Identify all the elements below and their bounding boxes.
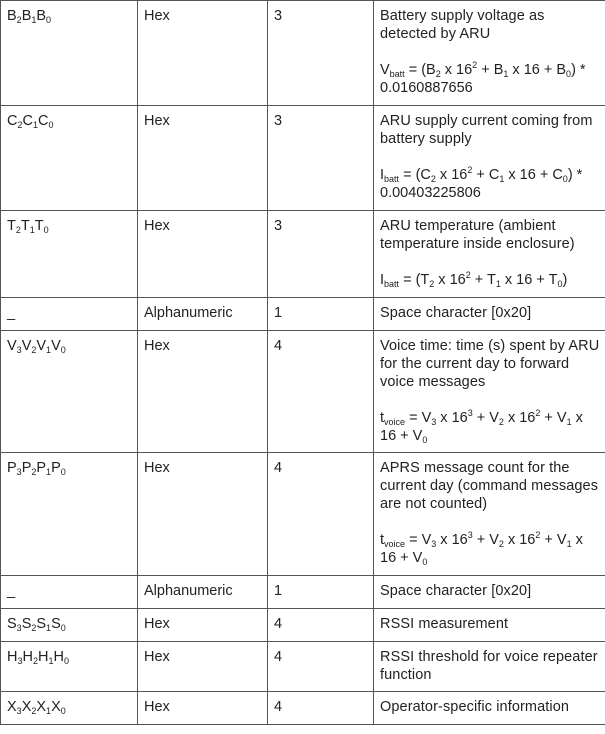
formula-subscript: 2 (435, 69, 441, 79)
formula-superscript: 3 (467, 408, 473, 418)
description-cell (374, 331, 605, 453)
field-letter: C (38, 113, 49, 129)
formula-eq: = (B (404, 62, 436, 78)
field-subscript: 3 (16, 467, 22, 477)
type-cell (138, 609, 268, 642)
description-cell (374, 106, 605, 211)
field-symbol (7, 460, 66, 476)
description-text: Space character [0x20] (380, 583, 532, 599)
field-letter: B (36, 8, 47, 24)
formula-text: x 16 (503, 532, 536, 548)
length-cell (268, 331, 374, 453)
field-subscript: 0 (60, 345, 66, 355)
field-letter: T (7, 218, 16, 234)
formula-text: x 16 + V (380, 532, 583, 566)
formula-text: ) * 0.00403225806 (380, 167, 583, 201)
field-cell (1, 576, 138, 609)
field-subscript: 1 (46, 467, 52, 477)
field-letter: S (21, 616, 32, 632)
table-body (1, 1, 605, 725)
description-cell (374, 1, 605, 106)
formula-lhs-subscript: batt (384, 279, 400, 289)
field-subscript: 2 (31, 623, 37, 633)
description-text: Space character [0x20] (380, 305, 532, 321)
formula-subscript: 2 (498, 539, 504, 549)
formula-subscript: 2 (429, 279, 435, 289)
field-subscript: 0 (60, 467, 66, 477)
formula-text: + B (477, 62, 504, 78)
field-cell (1, 106, 138, 211)
type-value: Hex (144, 8, 170, 24)
formula-eq: = (C (399, 167, 431, 183)
field-subscript: 1 (48, 656, 54, 666)
description-text: Operator-specific information (380, 699, 570, 715)
formula-text: + V (472, 532, 499, 548)
formula-text: ) (562, 272, 568, 288)
field-subscript: 2 (32, 656, 38, 666)
description-cell (374, 298, 605, 331)
description-text: APRS message count for the current day (command messages are not counted) (380, 460, 599, 512)
formula-text: x 16 (435, 167, 468, 183)
field-letter: H (22, 649, 33, 665)
table-row (1, 331, 605, 453)
field-cell (1, 298, 138, 331)
formula (380, 531, 602, 567)
formula-subscript: 2 (498, 417, 504, 427)
formula-lhs-subscript: batt (389, 69, 405, 79)
field-letter: S (36, 616, 47, 632)
table-row (1, 692, 605, 725)
formula-subscript: 0 (566, 69, 572, 79)
type-cell (138, 331, 268, 453)
description-text: Voice time: time (s) spent by ARU for the current day to forward voice messages (380, 338, 600, 390)
field-letter: H (7, 649, 18, 665)
formula-superscript: 2 (535, 530, 541, 540)
type-value: Hex (144, 699, 170, 715)
formula-text: x 16 + V (380, 410, 583, 444)
description-cell (374, 692, 605, 725)
type-cell (138, 1, 268, 106)
field-subscript: 0 (46, 15, 52, 25)
formula-subscript: 1 (566, 417, 572, 427)
field-letter: H (38, 649, 49, 665)
formula-lhs-subscript: batt (384, 174, 400, 184)
formula-text: x 16 (503, 410, 536, 426)
formula-lhs: t (380, 410, 385, 426)
formula-text: + V (540, 410, 567, 426)
length-value: 4 (274, 616, 283, 632)
field-subscript: 1 (46, 623, 52, 633)
table-row (1, 609, 605, 642)
type-value: Hex (144, 649, 170, 665)
table-row (1, 576, 605, 609)
formula-lhs: t (380, 532, 385, 548)
field-cell (1, 1, 138, 106)
length-cell (268, 106, 374, 211)
description-text: ARU supply current coming from battery supply (380, 113, 593, 147)
field-subscript: 2 (31, 706, 37, 716)
field-letter: P (21, 460, 32, 476)
length-cell (268, 453, 374, 576)
description-text: RSSI threshold for voice repeater function (380, 649, 598, 683)
field-subscript: 2 (17, 120, 23, 130)
length-cell (268, 576, 374, 609)
description-text: ARU temperature (ambient temperature inside enclosure) (380, 218, 575, 252)
type-value: Alphanumeric (144, 583, 233, 599)
field-letter: P (7, 460, 17, 476)
formula-subscript: 2 (430, 174, 436, 184)
field-subscript: 1 (46, 345, 52, 355)
field-cell (1, 609, 138, 642)
formula-subscript: 0 (562, 174, 568, 184)
field-letter: H (53, 649, 64, 665)
formula-text: + V (540, 532, 567, 548)
type-cell (138, 298, 268, 331)
table-row (1, 106, 605, 211)
length-cell (268, 211, 374, 298)
field-letter: V (36, 338, 47, 354)
field-subscript: 1 (32, 120, 38, 130)
type-value: Hex (144, 460, 170, 476)
field-subscript: 3 (16, 345, 22, 355)
formula-text: x 16 (436, 532, 468, 548)
formula (380, 271, 602, 289)
formula-lhs-subscript: voice (384, 539, 406, 549)
field-cell (1, 692, 138, 725)
field-letter: V (21, 338, 32, 354)
formula-text: x 16 + C (504, 167, 563, 183)
field-symbol (7, 218, 49, 234)
field-subscript: 2 (15, 225, 21, 235)
length-cell (268, 1, 374, 106)
type-value: Hex (144, 338, 170, 354)
formula-text: x 16 (436, 410, 468, 426)
table-row (1, 1, 605, 106)
formula-subscript: 0 (422, 435, 428, 445)
formula-lhs: V (380, 62, 390, 78)
description-cell (374, 642, 605, 692)
formula-text: x 16 (434, 272, 466, 288)
formula (380, 166, 602, 202)
type-value: Hex (144, 218, 170, 234)
field-cell (1, 453, 138, 576)
length-value: 3 (274, 113, 283, 129)
formula-superscript: 3 (467, 530, 473, 540)
field-subscript: 2 (16, 15, 22, 25)
table-row (1, 298, 605, 331)
field-symbol (7, 8, 51, 24)
description-text: Battery supply voltage as detected by ARU (380, 8, 545, 42)
formula-superscript: 2 (465, 270, 471, 280)
length-value: 1 (274, 305, 283, 321)
type-value: Hex (144, 616, 170, 632)
field-letter: X (36, 699, 47, 715)
length-cell (268, 298, 374, 331)
field-letter: X (51, 699, 61, 715)
type-cell (138, 453, 268, 576)
formula-subscript: 1 (495, 279, 501, 289)
formula-subscript: 1 (566, 539, 572, 549)
field-symbol: _ (7, 583, 16, 599)
formula-subscript: 3 (431, 539, 437, 549)
formula-text: + V (472, 410, 499, 426)
formula-text: x 16 (440, 62, 473, 78)
field-subscript: 0 (48, 120, 54, 130)
field-symbol (7, 338, 66, 354)
field-subscript: 1 (46, 706, 52, 716)
field-subscript: 3 (16, 623, 22, 633)
description-cell (374, 609, 605, 642)
field-subscript: 3 (16, 706, 22, 716)
formula-subscript: 3 (431, 417, 437, 427)
field-letter: C (7, 113, 18, 129)
field-cell (1, 642, 138, 692)
table-row (1, 453, 605, 576)
table-row (1, 642, 605, 692)
field-subscript: 0 (60, 623, 66, 633)
field-letter: B (21, 8, 32, 24)
formula-eq: = (T (399, 272, 430, 288)
type-cell (138, 211, 268, 298)
field-subscript: 2 (31, 467, 37, 477)
description-cell (374, 211, 605, 298)
length-value: 3 (274, 8, 283, 24)
field-symbol (7, 113, 54, 129)
formula-superscript: 2 (467, 165, 473, 175)
formula-text: x 16 + B (508, 62, 567, 78)
field-letter: X (21, 699, 32, 715)
field-symbol (7, 649, 69, 665)
field-letter: P (36, 460, 47, 476)
formula-lhs-subscript: voice (384, 417, 406, 427)
length-value: 4 (274, 649, 283, 665)
type-cell (138, 106, 268, 211)
field-letter: S (51, 616, 61, 632)
length-cell (268, 692, 374, 725)
field-letter: P (51, 460, 61, 476)
length-value: 1 (274, 583, 283, 599)
length-value: 3 (274, 218, 283, 234)
type-cell (138, 642, 268, 692)
type-cell (138, 692, 268, 725)
formula-text: ) * 0.0160887656 (380, 62, 586, 96)
formula-subscript: 1 (499, 174, 505, 184)
field-letter: V (51, 338, 61, 354)
formula-text: + C (472, 167, 500, 183)
length-value: 4 (274, 338, 283, 354)
field-letter: S (7, 616, 17, 632)
formula-subscript: 0 (557, 279, 563, 289)
field-symbol: _ (7, 305, 16, 321)
table-row (1, 211, 605, 298)
field-symbol (7, 616, 66, 632)
field-subscript: 1 (31, 15, 37, 25)
type-value: Hex (144, 113, 170, 129)
formula-subscript: 1 (503, 69, 509, 79)
field-subscript: 0 (60, 706, 66, 716)
field-letter: V (7, 338, 17, 354)
formula-eq: = V (405, 532, 432, 548)
formula-subscript: 0 (422, 557, 428, 567)
field-letter: T (34, 218, 44, 234)
field-letter: C (22, 113, 33, 129)
formula-text: + T (470, 272, 496, 288)
description-cell (374, 576, 605, 609)
length-cell (268, 609, 374, 642)
field-subscript: 3 (17, 656, 23, 666)
field-subscript: 1 (29, 225, 35, 235)
length-value: 4 (274, 699, 283, 715)
field-cell (1, 331, 138, 453)
type-value: Alphanumeric (144, 305, 233, 321)
formula (380, 61, 602, 97)
formula-eq: = V (405, 410, 432, 426)
field-subscript: 0 (63, 656, 69, 666)
description-text: RSSI measurement (380, 616, 509, 632)
field-symbol (7, 699, 66, 715)
length-value: 4 (274, 460, 283, 476)
field-letter: X (7, 699, 17, 715)
type-cell (138, 576, 268, 609)
formula-text: x 16 + T (500, 272, 558, 288)
field-letter: T (20, 218, 30, 234)
formula-lhs: I (380, 272, 385, 288)
formula (380, 409, 602, 445)
field-letter: B (7, 8, 17, 24)
field-subscript: 2 (31, 345, 37, 355)
description-cell (374, 453, 605, 576)
formula-superscript: 2 (472, 60, 478, 70)
field-subscript: 0 (43, 225, 49, 235)
formula-superscript: 2 (535, 408, 541, 418)
formula-lhs: I (380, 167, 385, 183)
field-cell (1, 211, 138, 298)
length-cell (268, 642, 374, 692)
